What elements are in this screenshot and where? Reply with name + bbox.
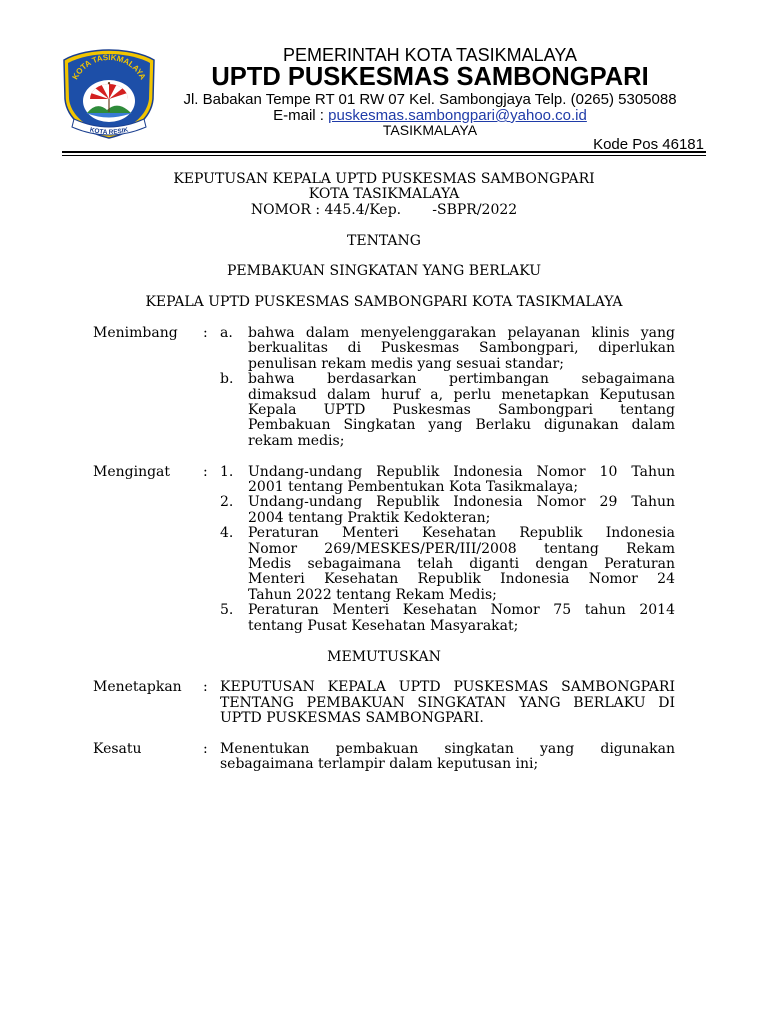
text-line: Pembakuan Singkatan yang Berlaku digunakan dalam <box>248 417 675 434</box>
item-text <box>248 495 675 526</box>
decision-heading: MEMUTUSKAN <box>327 648 441 665</box>
decree-body <box>93 172 675 773</box>
text-line: KEPUTUSAN KEPALA UPTD PUSKESMAS SAMBONGPARI <box>220 679 675 696</box>
text-line: 2001 tentang Pembentukan Kota Tasikmalaya; <box>248 479 579 496</box>
provision-text <box>220 680 675 726</box>
text-line: 2004 tentang Praktik Kedokteran; <box>248 509 491 526</box>
item-marker: b. <box>220 371 234 388</box>
item-marker: a. <box>220 325 233 341</box>
address-line: Jl. Babakan Tempe RT 01 RW 07 Kel. Sambongjaya Telp. (0265) 5305088 <box>183 91 677 108</box>
decree-title: KEPUTUSAN KEPALA UPTD PUSKESMAS SAMBONGPARI <box>173 171 595 187</box>
text-line: Menteri Kesehatan Republik Indonesia Nomor 24 <box>248 571 675 588</box>
item-text <box>248 465 675 496</box>
recalling-section <box>93 465 675 634</box>
section-colon: : <box>203 463 208 480</box>
letterhead-double-rule <box>62 151 706 156</box>
section-label-kesatu: Kesatu <box>93 740 142 757</box>
text-line: Peraturan Menteri Kesehatan Republik Indonesia <box>248 525 675 542</box>
issuer-title: KEPALA UPTD PUSKESMAS SAMBONGPARI KOTA TASIKMALAYA <box>145 294 623 311</box>
provision-text <box>220 742 675 773</box>
emblem-banner-text: KOTA RESIK <box>89 126 129 137</box>
city-name: TASIKMALAYA <box>382 122 478 138</box>
text-line: bahwa dalam menyelenggarakan pelayanan klinis yang <box>248 325 675 341</box>
text-line: Tahun 2022 tentang Rekam Medis; <box>248 586 497 603</box>
text-line: rekam medis; <box>248 432 345 449</box>
text-line: Peraturan Menteri Kesehatan Nomor 75 tahun 2014 <box>248 602 675 619</box>
provision-kesatu <box>93 742 675 773</box>
text-line: Medis sebagaimana telah diganti dengan Peraturan <box>248 556 675 573</box>
government-name: PEMERINTAH KOTA TASIKMALAYA <box>282 45 578 65</box>
considering-item <box>220 326 675 372</box>
item-marker: 5. <box>220 602 234 619</box>
text-line: Nomor 269/MESKES/PER/III/2008 tentang Rekam <box>248 540 675 557</box>
text-line: sebagaimana terlampir dalam keputusan ini; <box>220 756 539 773</box>
section-colon: : <box>203 679 208 696</box>
section-label-mengingat: Mengingat <box>93 463 171 480</box>
item-text <box>248 603 675 634</box>
email-link[interactable]: puskesmas.sambongpari@yahoo.co.id <box>328 107 587 124</box>
item-marker: 1. <box>220 463 234 480</box>
considering-item <box>220 372 675 449</box>
item-text <box>248 326 675 372</box>
item-marker: 4. <box>220 525 234 542</box>
decree-number: NOMOR : 445.4/Kep. -SBPR/2022 <box>250 201 518 218</box>
text-line: bahwa berdasarkan pertimbangan sebagaimana <box>248 371 675 388</box>
text-line: TENTANG PEMBAKUAN SINGKATAN YANG BERLAKU DI <box>220 694 675 711</box>
recalling-items <box>220 465 675 634</box>
umbrella-tip <box>108 82 110 84</box>
item-marker: 2. <box>220 494 234 511</box>
item-text <box>248 372 675 449</box>
text-line: dimaksud dalam huruf a, perlu menetapkan Keputusan <box>248 386 675 403</box>
provision-menetapkan <box>93 680 675 726</box>
text-line: tentang Pusat Kesehatan Masyarakat; <box>248 617 519 634</box>
about-label: TENTANG <box>347 232 421 249</box>
section-colon: : <box>203 740 208 757</box>
considering-section <box>93 326 675 449</box>
section-colon: : <box>203 325 208 341</box>
considering-items <box>220 326 675 449</box>
umbrella-pole <box>108 98 109 112</box>
item-text <box>248 526 675 603</box>
email-label: E-mail : <box>273 107 324 124</box>
text-line: penulisan rekam medis yang sesuai standar; <box>248 355 564 372</box>
text-line: Undang-undang Republik Indonesia Nomor 10 Tahun <box>248 463 675 480</box>
text-line: berkualitas di Puskesmas Sambongpari, diperlukan <box>248 340 675 357</box>
recalling-item <box>220 603 675 634</box>
text-line: Kepala UPTD Puskesmas Sambongpari tentang <box>248 402 675 419</box>
text-line: Menentukan pembakuan singkatan yang digunakan <box>220 740 675 757</box>
text-line: Undang-undang Republik Indonesia Nomor 29 Tahun <box>248 494 675 511</box>
postal-code: Kode Pos 46181 <box>593 136 704 153</box>
recalling-item <box>220 495 675 526</box>
institution-name: UPTD PUSKESMAS SAMBONGPARI <box>211 63 649 91</box>
decree-city: KOTA TASIKMALAYA <box>308 186 460 203</box>
section-label-menimbang: Menimbang <box>93 325 178 341</box>
decree-subject: PEMBAKUAN SINGKATAN YANG BERLAKU <box>226 263 542 280</box>
recalling-item <box>220 526 675 603</box>
text-line: UPTD PUSKESMAS SAMBONGPARI. <box>220 710 484 727</box>
emblem-ring-text: KOTA TASIKMALAYA <box>70 52 148 82</box>
recalling-item <box>220 465 675 496</box>
section-label-menetapkan: Menetapkan <box>93 679 182 696</box>
